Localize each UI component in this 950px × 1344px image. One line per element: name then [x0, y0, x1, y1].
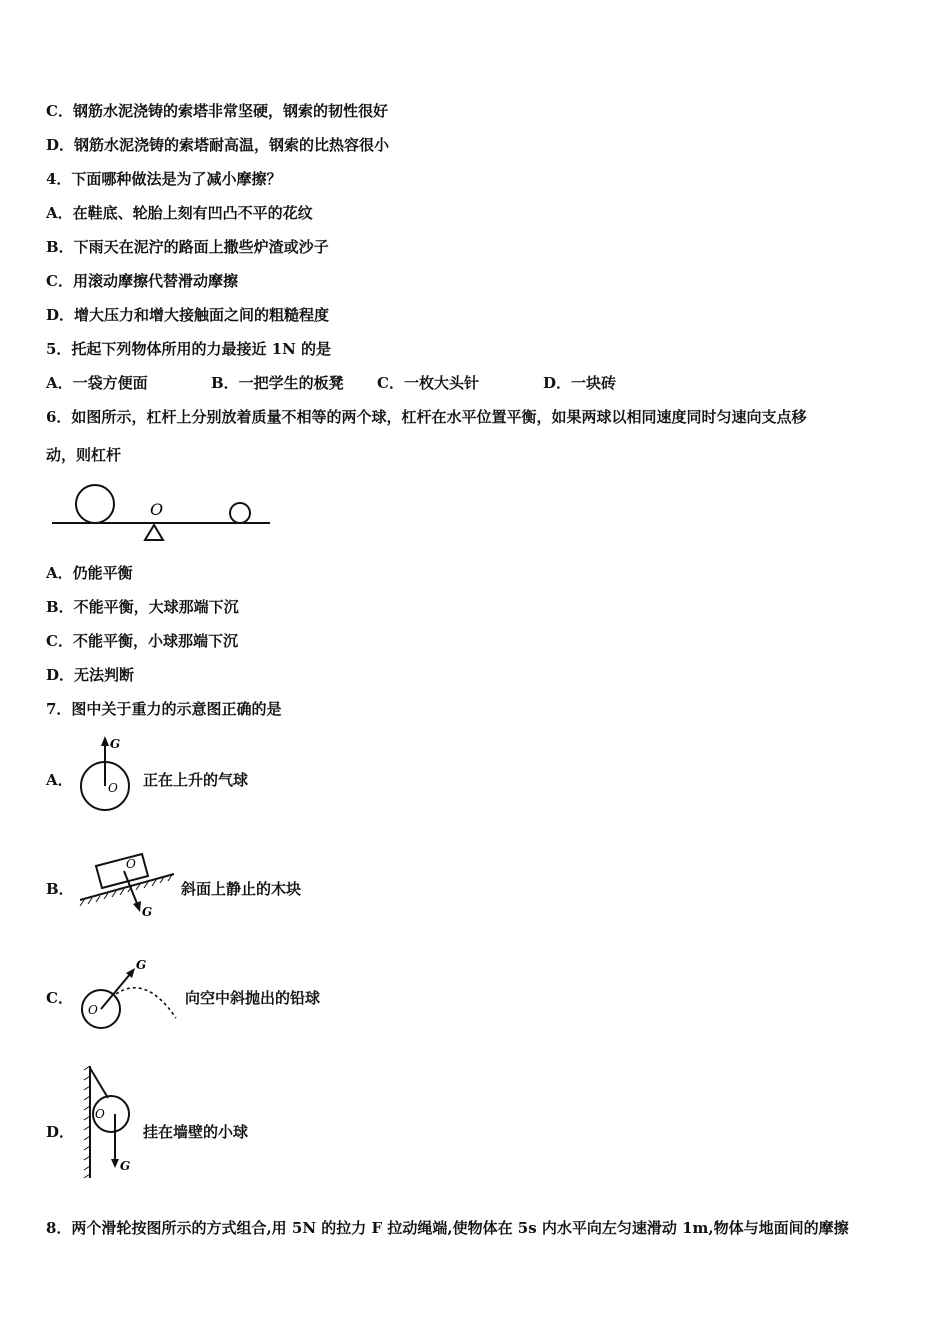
gravity-label: G [142, 905, 153, 919]
gravity-label: G [120, 1159, 131, 1173]
lever-figure [48, 482, 278, 544]
shot-put-figure [76, 956, 182, 1032]
gravity-label: G [110, 737, 121, 751]
gravity-label: G [136, 958, 147, 972]
wall-ball-figure [80, 1064, 140, 1180]
q5-options [46, 373, 746, 393]
q7-option-a-caption: 正在上升的气球 [143, 771, 249, 789]
q7-option-d-label: D． [46, 1123, 75, 1141]
q4-option-a: A．在鞋底、轮胎上刻有凹凸不平的花纹 [46, 204, 313, 222]
q8-stem: 8．两个滑轮按图所示的方式组合,用 5N 的拉力 F 拉动绳端,使物体在 5s 内水平向左匀速滑动 1m,物体与地面间的摩擦 [46, 1219, 849, 1237]
small-ball [230, 503, 250, 523]
q7-option-c-caption: 向空中斜抛出的铅球 [185, 989, 321, 1007]
large-ball [76, 485, 114, 523]
rising-balloon-figure [74, 734, 140, 814]
q5-option-b: B．一把学生的板凳 [211, 374, 344, 392]
q5-stem: 5．托起下列物体所用的力最接近 1N 的是 [46, 340, 332, 358]
center-label: O [126, 857, 136, 871]
q6-option-a: A．仍能平衡 [46, 564, 133, 582]
center-label: O [95, 1107, 105, 1121]
incline-hatching [80, 875, 172, 906]
force-arrow-line [124, 871, 138, 906]
q4-option-c: C．用滚动摩擦代替滑动摩擦 [46, 272, 238, 290]
trajectory-dashed [116, 988, 176, 1018]
q3-option-c: C．钢筋水泥浇铸的索塔非常坚硬，钢索的韧性很好 [46, 102, 388, 120]
q7-option-a-label: A． [46, 771, 73, 789]
q6-option-d: D．无法判断 [46, 666, 135, 684]
arrow-down-icon [111, 1159, 119, 1168]
q6-stem-line2: 动，则杠杆 [46, 446, 122, 464]
q3-option-d: D．钢筋水泥浇铸的索塔耐高温，钢索的比热容很小 [46, 136, 390, 154]
incline-block-figure [76, 846, 180, 922]
q6-option-b: B．不能平衡，大球那端下沉 [46, 598, 239, 616]
q5-option-a: A．一袋方便面 [46, 374, 148, 392]
hanging-string [90, 1068, 108, 1098]
q4-stem: 4．下面哪种做法是为了减小摩擦？ [46, 170, 282, 188]
arrow-up-icon [101, 736, 109, 746]
center-label: O [88, 1003, 98, 1017]
q4-option-d: D．增大压力和增大接触面之间的粗糙程度 [46, 306, 330, 324]
q6-stem-line1: 6．如图所示，杠杆上分别放着质量不相等的两个球，杠杆在水平位置平衡，如果两球以相同速度同时匀速向支点移 [46, 408, 807, 426]
fulcrum-label: O [150, 500, 164, 519]
q7-option-c-label: C． [46, 989, 73, 1007]
q6-option-c: C．不能平衡，小球那端下沉 [46, 632, 238, 650]
arrow-down-icon [133, 901, 141, 912]
q4-option-b: B．下雨天在泥泞的路面上撒些炉渣或沙子 [46, 238, 329, 256]
fulcrum-triangle [145, 525, 163, 540]
q5-option-c: C．一枚大头针 [377, 374, 479, 392]
q7-option-b-label: B． [46, 880, 74, 898]
q7-option-b-caption: 斜面上静止的木块 [181, 880, 302, 898]
center-label: O [108, 781, 118, 795]
q7-stem: 7．图中关于重力的示意图正确的是 [46, 700, 282, 718]
q7-option-d-caption: 挂在墙壁的小球 [143, 1123, 249, 1141]
q5-option-d: D．一块砖 [543, 374, 617, 392]
